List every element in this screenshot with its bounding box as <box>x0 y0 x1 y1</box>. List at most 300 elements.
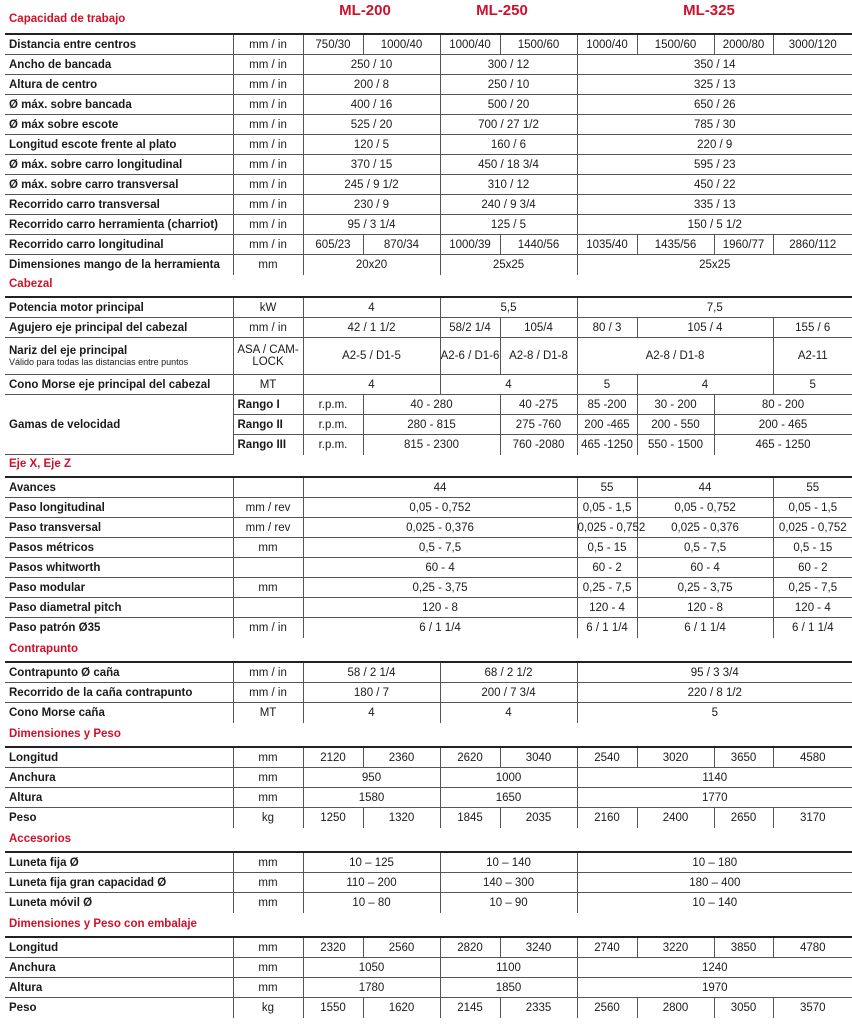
value-cell: 3050 <box>714 998 773 1018</box>
value-cell: 245 / 9 1/2 <box>303 175 440 195</box>
value-cell: 4780 <box>773 937 852 958</box>
row-label <box>5 498 233 518</box>
table-row <box>5 338 852 375</box>
unit-cell: mm / in <box>233 318 303 338</box>
value-cell: 400 / 16 <box>303 95 440 115</box>
value-cell: 1320 <box>363 808 440 828</box>
row-label-text: Paso patrón Ø35 <box>9 621 101 634</box>
unit-cell: mm <box>233 873 303 893</box>
row-label-text: Contrapunto Ø caña <box>9 666 120 679</box>
row-label-text: Pasos métricos <box>9 541 95 554</box>
table-row <box>5 558 852 578</box>
value-cell: 58/2 1/4 <box>440 318 500 338</box>
row-label <box>5 683 233 703</box>
table-row <box>5 235 852 255</box>
value-cell: 105/4 <box>500 318 577 338</box>
unit-cell: mm / in <box>233 155 303 175</box>
row-label <box>5 115 233 135</box>
value-cell: 2320 <box>303 937 363 958</box>
value-cell: 7,5 <box>577 297 852 318</box>
value-cell: 1000/40 <box>440 34 500 55</box>
value-cell: 1620 <box>363 998 440 1018</box>
row-label-text: Avances <box>9 481 56 494</box>
row-label <box>5 873 233 893</box>
value-cell: 1035/40 <box>577 235 637 255</box>
value-cell: 60 - 4 <box>303 558 577 578</box>
row-label <box>5 175 233 195</box>
value-cell: 4 <box>303 703 440 723</box>
value-cell: 0,25 - 7,5 <box>577 578 637 598</box>
value-cell: 120 - 8 <box>637 598 773 618</box>
row-label-text: Paso diametral pitch <box>9 601 122 614</box>
unit-cell: mm / rev <box>233 518 303 538</box>
value-cell: 275 -760 <box>500 415 577 435</box>
value-cell: 30 - 200 <box>637 395 714 415</box>
table-row <box>5 937 852 958</box>
value-cell: 40 -275 <box>500 395 577 415</box>
unit-cell: mm / in <box>233 115 303 135</box>
value-cell: 0,5 - 7,5 <box>637 538 773 558</box>
value-cell: 605/23 <box>303 235 363 255</box>
value-cell: 3220 <box>637 937 714 958</box>
value-cell: 3570 <box>773 998 852 1018</box>
row-label-text: Potencia motor principal <box>9 301 144 314</box>
unit-cell <box>233 558 303 578</box>
unit-cell: mm <box>233 578 303 598</box>
value-cell: 220 / 9 <box>577 135 852 155</box>
value-cell: 0,5 - 15 <box>773 538 852 558</box>
value-cell: 1240 <box>577 958 852 978</box>
value-cell: 10 – 180 <box>577 852 852 873</box>
value-cell: 10 – 125 <box>303 852 440 873</box>
table-row <box>5 375 852 395</box>
unit-cell <box>233 598 303 618</box>
row-label-text: Distancia entre centros <box>9 38 137 51</box>
value-cell: 60 - 2 <box>577 558 637 578</box>
value-cell: 180 – 400 <box>577 873 852 893</box>
row-label <box>5 893 233 913</box>
row-label-text: Luneta fija gran capacidad Ø <box>9 876 167 889</box>
row-label <box>5 477 233 498</box>
row-label <box>5 195 233 215</box>
table-row <box>5 297 852 318</box>
value-cell: 1100 <box>440 958 577 978</box>
value-cell: 160 / 6 <box>440 135 577 155</box>
value-cell: 85 -200 <box>577 395 637 415</box>
unit-cell: mm <box>233 852 303 873</box>
spec-table <box>5 661 852 723</box>
value-cell: 0,5 - 15 <box>577 538 637 558</box>
unit-cell: mm <box>233 768 303 788</box>
value-cell: 240 / 9 3/4 <box>440 195 577 215</box>
subrow-label: Rango I <box>233 395 303 415</box>
value-cell: 815 - 2300 <box>363 435 500 455</box>
value-cell: 0,025 - 0,752 <box>773 518 852 538</box>
unit-cell: mm <box>233 958 303 978</box>
row-label-text: Cono Morse caña <box>9 706 105 719</box>
value-cell: 2145 <box>440 998 500 1018</box>
model-ml-250: ML-250 <box>476 2 528 19</box>
value-cell: 1580 <box>303 788 440 808</box>
row-label-text: Recorrido carro transversal <box>9 198 160 211</box>
value-cell: 1960/77 <box>714 235 773 255</box>
table-row <box>5 477 852 498</box>
unit-cell: kg <box>233 808 303 828</box>
row-label <box>5 538 233 558</box>
value-cell: 2400 <box>637 808 714 828</box>
value-cell: 200 - 550 <box>637 415 714 435</box>
section-title: Capacidad de trabajo <box>9 13 126 25</box>
value-cell: 1140 <box>577 768 852 788</box>
value-cell: 4 <box>303 297 440 318</box>
value-cell: 95 / 3 3/4 <box>577 662 852 683</box>
unit-cell: mm / in <box>233 662 303 683</box>
model-ml-200: ML-200 <box>339 2 391 19</box>
value-cell: 6 / 1 1/4 <box>773 618 852 638</box>
unit-cell: mm <box>233 978 303 998</box>
value-cell: 0,25 - 7,5 <box>773 578 852 598</box>
value-cell: 6 / 1 1/4 <box>577 618 637 638</box>
row-label <box>5 338 233 375</box>
value-cell: 0,05 - 1,5 <box>773 498 852 518</box>
table-row <box>5 703 852 723</box>
table-row <box>5 808 852 828</box>
value-cell: 6 / 1 1/4 <box>637 618 773 638</box>
row-label <box>5 747 233 768</box>
unit-cell: mm / in <box>233 235 303 255</box>
value-cell: 2160 <box>577 808 637 828</box>
spec-table <box>5 746 852 828</box>
value-cell: 500 / 20 <box>440 95 577 115</box>
value-cell: 140 – 300 <box>440 873 577 893</box>
value-cell: 300 / 12 <box>440 55 577 75</box>
value-cell: 20x20 <box>303 255 440 275</box>
unit-cell: mm <box>233 788 303 808</box>
unit-cell: MT <box>233 703 303 723</box>
value-cell: A2-11 <box>773 338 852 375</box>
unit-cell: mm / rev <box>233 498 303 518</box>
value-cell: 2035 <box>500 808 577 828</box>
value-cell: 550 - 1500 <box>637 435 714 455</box>
value-cell: 230 / 9 <box>303 195 440 215</box>
row-label-text: Paso transversal <box>9 521 102 534</box>
unit-cell: mm <box>233 747 303 768</box>
table-row <box>5 395 852 415</box>
row-label-text: Altura <box>9 791 43 804</box>
value-cell: 125 / 5 <box>440 215 577 235</box>
value-cell: 335 / 13 <box>577 195 852 215</box>
value-cell: 1440/56 <box>500 235 577 255</box>
row-label-text: Anchura <box>9 961 56 974</box>
value-cell: 280 - 815 <box>363 415 500 435</box>
section-title: Cabezal <box>9 278 53 290</box>
value-cell: 220 / 8 1/2 <box>577 683 852 703</box>
model-ml-325: ML-325 <box>683 2 735 19</box>
value-cell: 5 <box>577 375 637 395</box>
value-cell: 2560 <box>577 998 637 1018</box>
value-cell: 750/30 <box>303 34 363 55</box>
unit-cell: mm <box>233 538 303 558</box>
unit-cell: ASA / CAM-LOCK <box>233 338 303 375</box>
row-sublabel: Válido para todas las distancias entre puntos <box>9 357 189 367</box>
row-label <box>5 662 233 683</box>
unit-cell: kg <box>233 998 303 1018</box>
row-label-text: Agujero eje principal del cabezal <box>9 321 188 334</box>
value-cell: 1770 <box>577 788 852 808</box>
unit-cell: mm / in <box>233 175 303 195</box>
model-header <box>5 2 843 22</box>
row-label <box>5 558 233 578</box>
value-cell: 1650 <box>440 788 577 808</box>
unit-cell: mm / in <box>233 75 303 95</box>
value-cell: 25x25 <box>440 255 577 275</box>
section-title: Contrapunto <box>9 643 78 655</box>
value-cell: 25x25 <box>577 255 852 275</box>
table-row <box>5 518 852 538</box>
subrow-label: Rango II <box>233 415 303 435</box>
value-cell: 1250 <box>303 808 363 828</box>
table-row <box>5 618 852 638</box>
value-cell: 55 <box>577 477 637 498</box>
row-label-text: Altura de centro <box>9 78 98 91</box>
table-row <box>5 34 852 55</box>
table-row <box>5 747 852 768</box>
row-label-text: Cono Morse eje principal del cabezal <box>9 378 211 391</box>
row-label <box>5 235 233 255</box>
value-cell: 6 / 1 1/4 <box>303 618 577 638</box>
row-label <box>5 518 233 538</box>
table-row <box>5 873 852 893</box>
value-cell: A2-5 / D1-5 <box>303 338 440 375</box>
value-cell: 5 <box>773 375 852 395</box>
table-row <box>5 95 852 115</box>
unit-cell: r.p.m. <box>303 415 363 435</box>
row-label-text: Peso <box>9 811 37 824</box>
unit-cell: mm <box>233 937 303 958</box>
value-cell: 1845 <box>440 808 500 828</box>
table-row <box>5 155 852 175</box>
value-cell: 1780 <box>303 978 440 998</box>
value-cell: 58 / 2 1/4 <box>303 662 440 683</box>
row-label-text: Recorrido de la caña contrapunto <box>9 686 193 699</box>
unit-cell <box>233 477 303 498</box>
subrow-label: Rango III <box>233 435 303 455</box>
row-label <box>5 255 233 275</box>
row-label <box>5 598 233 618</box>
value-cell: 3240 <box>500 937 577 958</box>
value-cell: 2120 <box>303 747 363 768</box>
row-label-text: Ø máx. sobre carro longitudinal <box>9 158 183 171</box>
value-cell: 60 - 4 <box>637 558 773 578</box>
unit-cell: mm / in <box>233 95 303 115</box>
table-row <box>5 135 852 155</box>
row-label <box>5 55 233 75</box>
row-label-text: Longitud <box>9 941 59 954</box>
table-row <box>5 978 852 998</box>
row-label-text: Luneta móvil Ø <box>9 896 93 909</box>
value-cell: 42 / 1 1/2 <box>303 318 440 338</box>
value-cell: 250 / 10 <box>303 55 440 75</box>
table-row <box>5 852 852 873</box>
value-cell: 0,05 - 0,752 <box>303 498 577 518</box>
value-cell: 120 / 5 <box>303 135 440 155</box>
value-cell: 40 - 280 <box>363 395 500 415</box>
value-cell: 785 / 30 <box>577 115 852 135</box>
value-cell: 0,25 - 3,75 <box>303 578 577 598</box>
value-cell: 10 – 80 <box>303 893 440 913</box>
value-cell: 4580 <box>773 747 852 768</box>
value-cell: 0,025 - 0,376 <box>637 518 773 538</box>
value-cell: 55 <box>773 477 852 498</box>
value-cell: 450 / 18 3/4 <box>440 155 577 175</box>
value-cell: 200 / 8 <box>303 75 440 95</box>
value-cell: 44 <box>637 477 773 498</box>
value-cell: 150 / 5 1/2 <box>577 215 852 235</box>
row-label-text: Longitud escote frente al plato <box>9 138 177 151</box>
table-row <box>5 788 852 808</box>
value-cell: 2000/80 <box>714 34 773 55</box>
value-cell: 870/34 <box>363 235 440 255</box>
value-cell: 2560 <box>363 937 440 958</box>
value-cell: 0,05 - 1,5 <box>577 498 637 518</box>
value-cell: 310 / 12 <box>440 175 577 195</box>
unit-cell: r.p.m. <box>303 395 363 415</box>
row-label <box>5 852 233 873</box>
value-cell: 760 -2080 <box>500 435 577 455</box>
value-cell: 2800 <box>637 998 714 1018</box>
value-cell: 3040 <box>500 747 577 768</box>
value-cell: 450 / 22 <box>577 175 852 195</box>
row-label <box>5 215 233 235</box>
table-row <box>5 115 852 135</box>
value-cell: 2740 <box>577 937 637 958</box>
value-cell: A2-8 / D1-8 <box>500 338 577 375</box>
section-title: Accesorios <box>9 833 72 845</box>
table-row <box>5 75 852 95</box>
unit-cell: mm / in <box>233 618 303 638</box>
table-row <box>5 55 852 75</box>
value-cell: 5,5 <box>440 297 577 318</box>
row-label-text: Ancho de bancada <box>9 58 112 71</box>
value-cell: 1500/60 <box>637 34 714 55</box>
value-cell: 120 - 4 <box>577 598 637 618</box>
row-label <box>5 998 233 1018</box>
spec-table <box>5 476 852 638</box>
value-cell: 350 / 14 <box>577 55 852 75</box>
table-row <box>5 195 852 215</box>
value-cell: 1000/40 <box>363 34 440 55</box>
row-label <box>5 937 233 958</box>
value-cell: 4 <box>440 375 577 395</box>
value-cell: 1970 <box>577 978 852 998</box>
value-cell: 1000/39 <box>440 235 500 255</box>
value-cell: 3650 <box>714 747 773 768</box>
row-label-text: Ø máx sobre escote <box>9 118 119 131</box>
value-cell: 1500/60 <box>500 34 577 55</box>
row-label <box>5 375 233 395</box>
value-cell: 4 <box>440 703 577 723</box>
value-cell: 5 <box>577 703 852 723</box>
value-cell: 2360 <box>363 747 440 768</box>
value-cell: 80 / 3 <box>577 318 637 338</box>
unit-cell: r.p.m. <box>303 435 363 455</box>
row-label-text: Dimensiones mango de la herramienta <box>9 258 220 271</box>
value-cell: 105 / 4 <box>637 318 773 338</box>
section-title: Dimensiones y Peso <box>9 728 121 740</box>
value-cell: 95 / 3 1/4 <box>303 215 440 235</box>
section-title: Eje X, Eje Z <box>9 458 71 470</box>
value-cell: 0,25 - 3,75 <box>637 578 773 598</box>
row-label-text: Luneta fija Ø <box>9 856 79 869</box>
value-cell: 1000 <box>440 768 577 788</box>
value-cell: 525 / 20 <box>303 115 440 135</box>
spec-table <box>5 296 852 455</box>
value-cell: 1050 <box>303 958 440 978</box>
value-cell: 80 - 200 <box>714 395 852 415</box>
value-cell: 2540 <box>577 747 637 768</box>
value-cell: 3000/120 <box>773 34 852 55</box>
value-cell: 110 – 200 <box>303 873 440 893</box>
unit-cell: mm / in <box>233 34 303 55</box>
value-cell: 650 / 26 <box>577 95 852 115</box>
value-cell: A2-6 / D1-6 <box>440 338 500 375</box>
row-label-text: Longitud <box>9 751 59 764</box>
value-cell: 595 / 23 <box>577 155 852 175</box>
row-label-text: Peso <box>9 1001 37 1014</box>
row-label <box>5 75 233 95</box>
value-cell: 465 - 1250 <box>714 435 852 455</box>
row-label <box>5 978 233 998</box>
unit-cell: mm <box>233 893 303 913</box>
table-row <box>5 318 852 338</box>
value-cell: 4 <box>637 375 773 395</box>
row-label <box>5 135 233 155</box>
value-cell: 3170 <box>773 808 852 828</box>
table-row <box>5 893 852 913</box>
row-label <box>5 155 233 175</box>
row-label <box>5 95 233 115</box>
spec-table <box>5 33 852 275</box>
row-label-text: Anchura <box>9 771 56 784</box>
row-label-text: Nariz del eje principal <box>9 345 128 357</box>
row-label-text: Recorrido carro herramienta (charriot) <box>9 218 218 231</box>
table-row <box>5 662 852 683</box>
value-cell: 250 / 10 <box>440 75 577 95</box>
row-label <box>5 808 233 828</box>
value-cell: 3850 <box>714 937 773 958</box>
row-label <box>5 578 233 598</box>
row-label <box>5 618 233 638</box>
value-cell: 1000/40 <box>577 34 637 55</box>
value-cell: 0,5 - 7,5 <box>303 538 577 558</box>
row-label <box>5 703 233 723</box>
value-cell: 3020 <box>637 747 714 768</box>
value-cell: 1435/56 <box>637 235 714 255</box>
value-cell: 0,025 - 0,376 <box>303 518 577 538</box>
value-cell: 1550 <box>303 998 363 1018</box>
value-cell: 10 – 140 <box>577 893 852 913</box>
unit-cell: mm / in <box>233 215 303 235</box>
unit-cell: mm / in <box>233 195 303 215</box>
value-cell: 10 – 140 <box>440 852 577 873</box>
row-label-text: Recorrido carro longitudinal <box>9 238 164 251</box>
row-label-text: Ø máx. sobre carro transversal <box>9 178 179 191</box>
row-label-text: Pasos whitworth <box>9 561 101 574</box>
row-label <box>5 958 233 978</box>
table-row <box>5 538 852 558</box>
row-label: Gamas de velocidad <box>5 395 233 455</box>
value-cell: 2860/112 <box>773 235 852 255</box>
